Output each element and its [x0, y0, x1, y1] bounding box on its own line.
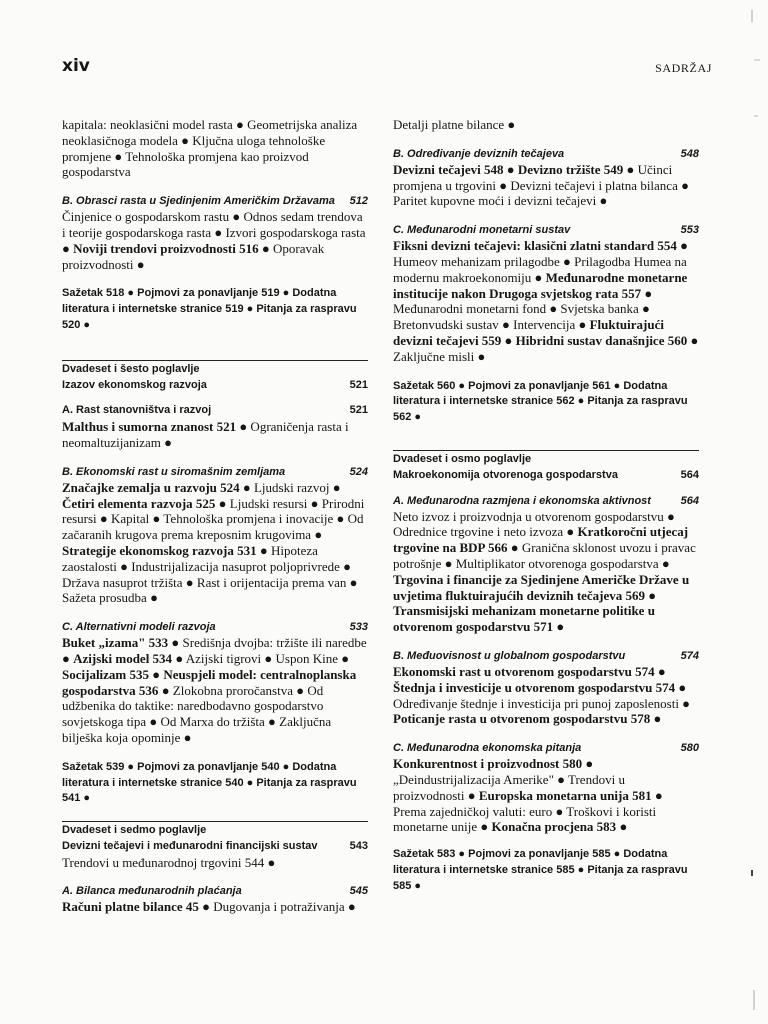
text-run: ● Humeov mehanizam prilagodbe ● Prilagodba Humea na modernu makroekonomiju ●	[393, 238, 688, 285]
text-run: ● Učinci promjena u trgovini ● Devizni tečajevi i platna bilanca ● Paritet kupovne moći i devizni tečajevi ●	[393, 161, 689, 209]
chapter-28-title: Makroekonomija otvorenoga gospodarstva	[393, 468, 618, 481]
text-run: ● Prema zajedničkoj valuti: euro ● Troškovi i koristi monetarne unije ●	[393, 787, 663, 835]
bold-run: Devizni tečajevi 548 ● Devizno tržište 549	[393, 161, 624, 177]
bold-run: Socijalizam 535 ● Neuspjeli model: centralnoplanska gospodarstva 536	[62, 666, 357, 698]
left-section-b-body	[62, 209, 368, 272]
left-section-c-page: 533	[349, 621, 368, 634]
chapter-26-title: Izazov ekonomskog razvoja	[62, 378, 207, 391]
left-section-b2-title: B. Ekonomski rast u siromašnim zemljama	[62, 465, 286, 478]
left-section-a-title: A. Rast stanovništva i razvoj	[62, 404, 212, 417]
left-section-c-body	[62, 635, 368, 746]
left-section-a2-title: A. Bilanca međunarodnih plaćanja	[62, 885, 242, 898]
chapter-27-heading	[62, 821, 368, 855]
right-section-c-title: C. Međunarodni monetarni sustav	[393, 224, 571, 237]
bold-run: Fluktuirajući devizni tečajevi 559 ● Hibridni sustav današnjice 560	[393, 317, 688, 348]
text-run: ● Ljudski resursi ● Prirodni resursi ● Kapital ● Tehnološka promjena i inovacije ● Od začaranih krugova prema kreposnim krugovima ●	[62, 495, 365, 543]
text-run: ● Dugovanja i potraživanja ●	[198, 899, 356, 915]
left-section-a-page: 521	[349, 404, 368, 417]
bold-run: Konačna procjena 583	[491, 819, 617, 835]
bold-run: Kratkoročni utjecaj trgovine na BDP 566	[393, 524, 689, 556]
right-section-a-body	[393, 509, 699, 635]
bold-run: Noviji trendovi proizvodnosti 516	[73, 240, 259, 256]
text-run: ● Središnja dvojba: tržište ili naredbe ●	[62, 635, 367, 666]
right-section-b-body	[393, 162, 699, 209]
text-run: ● Ograničenja rasta i neomaltuzijanizam ●	[62, 419, 349, 450]
chapter-27-page: 543	[349, 839, 368, 852]
left-section-a-heading	[62, 403, 368, 419]
right-section-a-title: A. Međunarodna razmjena i ekonomska aktivnost	[393, 494, 651, 507]
bold-run: Ekonomski rast u otvorenom gospodarstvu 574 ● Štednja i investicije u otvorenom gospodarstvu 574	[393, 663, 676, 695]
text-run: ● Zlokobna proročanstva ● Od udžbenika do taktike: naredbodavno gospodarstvo sovjetskoga tipa ● Od Marxa do tržišta ● Zaključna bilješka koja opominje ●	[62, 682, 332, 745]
chapter-27-label: Dvadeset i sedmo poglavlje	[62, 824, 207, 837]
bold-run: Konkurentnost i proizvodnost 580	[393, 756, 583, 772]
right-section-c2-title: C. Međunarodna ekonomska pitanja	[393, 742, 582, 755]
left-summary-2: Sažetak 539 ● Pojmovi za ponavljanje 540 ● Dodatna literatura i internetske stranice 540 ● Pitanja za raspravu 541 ●	[62, 760, 357, 805]
text-run: ● Međunarodni monetarni fond ● Svjetska banka ● Bretonvudski sustav ● Intervencija ●	[393, 285, 653, 333]
bold-run: Poticanje rasta u otvorenom gospodarstvu 578	[393, 711, 651, 727]
left-intro: kapitala: neoklasični model rasta ● Geometrijska analiza neoklasičnoga modela ● Ključna uloga tehnološke promjene ● Tehnološka promjena kao proizvod gospodarstva	[62, 117, 358, 180]
left-section-a2-page: 545	[349, 885, 368, 898]
right-section-b2-body	[393, 664, 699, 727]
left-section-a-body	[62, 419, 368, 451]
text-run: ● Oporavak proizvodnosti ●	[62, 240, 325, 272]
bold-run: Računi platne bilance 45	[62, 899, 199, 915]
text-run: ●	[650, 711, 662, 727]
scan-edge-marks	[742, 0, 762, 1024]
bold-run: Trgovina i financije za Sjedinjene Američke Države u uvjetima fluktuirajućih deviznih tečajeva 569 ● Transmisijski mehanizam monetarne politike u otvorenom gospodarstvu 571	[393, 571, 690, 635]
left-section-c-title: C. Alternativni modeli razvoja	[62, 621, 216, 634]
text-run: ● Azijski tigrovi ● Uspon Kine ●	[172, 650, 350, 666]
chapter-28-label: Dvadeset i osmo poglavlje	[393, 452, 532, 465]
right-section-b-page: 548	[680, 147, 699, 160]
left-section-c-heading	[62, 620, 368, 635]
bold-run: Europska monetarna unija 581	[478, 787, 652, 803]
bold-run: Azijski model 534	[73, 650, 173, 666]
right-section-a-heading	[393, 494, 699, 509]
text-run: ●	[616, 819, 628, 835]
left-summary-1: Sažetak 518 ● Pojmovi za ponavljanje 519 ● Dodatna literatura i internetske stranice 519 ● Pitanja za raspravu 520 ●	[62, 287, 357, 331]
text-run: ● Granična sklonost uvozu i pravac potrošnje ● Multiplikator otvorenoga gospodarstva ●	[393, 540, 696, 571]
chapter-28-heading	[393, 450, 699, 484]
right-section-c-body	[393, 238, 699, 364]
left-section-a2-body	[62, 899, 368, 915]
left-section-b-title: B. Obrasci rasta u Sjedinjenim Američkim Državama	[62, 195, 335, 208]
bold-run: Malthus i sumorna znanost 521	[62, 419, 237, 435]
text-run: ● „Deindustrijalizacija Amerike" ● Trendovi u proizvodnosti ●	[393, 756, 625, 803]
bold-run: Buket „izama" 533	[62, 635, 169, 651]
text-run: ● Ljudski razvoj ●	[239, 479, 341, 495]
right-section-c2-body	[393, 756, 699, 835]
right-section-b-heading	[393, 147, 699, 162]
right-section-c2-page: 580	[680, 742, 699, 755]
bold-run: Značajke zemalja u razvoju 524	[62, 479, 240, 495]
chapter-26-heading	[62, 360, 368, 394]
chapter-27-title: Devizni tečajevi i međunarodni financijski sustav	[62, 839, 318, 852]
right-section-b-title: B. Određivanje deviznih tečajeva	[393, 147, 565, 160]
chapter-28-page: 564	[680, 468, 699, 481]
right-column	[393, 117, 699, 894]
chapter-26-page: 521	[349, 378, 368, 391]
right-summary-1: Sažetak 560 ● Pojmovi za ponavljanje 561 ● Dodatna literatura i internetske stranice 562 ● Pitanja za raspravu 562 ●	[393, 379, 688, 424]
left-column	[62, 117, 368, 915]
right-section-b2-heading	[393, 649, 699, 664]
right-section-c-page: 553	[680, 224, 699, 237]
right-section-b2-title: B. Međuovisnost u globalnom gospodarstvu	[393, 649, 626, 662]
chapter-27-intro: Trendovi u međunarodnoj trgovini 544 ●	[62, 854, 276, 870]
bold-run: Međunarodne monetarne institucije nakon Drugoga svjetskog rata 557	[393, 269, 688, 301]
left-section-b2-page: 524	[349, 465, 368, 478]
left-section-b-heading	[62, 194, 368, 209]
left-section-b2-body	[62, 480, 368, 606]
page-number: xiv	[62, 56, 90, 76]
bold-run: Četiri elementa razvoja 525	[62, 495, 216, 511]
left-section-a2-heading	[62, 884, 368, 899]
bold-run: Strategije ekonomskog razvoja 531	[62, 542, 257, 558]
chapter-26-label: Dvadeset i šesto poglavlje	[62, 362, 200, 375]
text-run: ●	[553, 619, 565, 635]
right-summary-2: Sažetak 583 ● Pojmovi za ponavljanje 585 ● Dodatna literatura i internetske stranice 585 ● Pitanja za raspravu 585 ●	[393, 848, 688, 892]
right-section-c-heading	[393, 223, 699, 238]
running-header: SADRŽAJ	[655, 61, 712, 75]
right-section-b2-page: 574	[680, 649, 699, 662]
text-run: ● Zaključne misli ●	[393, 332, 699, 364]
text-run: ● Hipoteza zaostalosti ● Industrijalizacija nasuprot poljoprivrede ● Država nasuprot tržišta ● Rast i orijentacija prema van ● Sažeta prosudba ●	[62, 542, 358, 606]
text-run: ● Određivanje štednje i investicija pri punoj zaposlenosti ●	[393, 679, 691, 711]
right-intro: Detalji platne bilance ●	[393, 117, 516, 132]
left-section-b2-heading	[62, 465, 368, 480]
right-section-a-page: 564	[680, 494, 699, 507]
bold-run: Fiksni devizni tečajevi: klasični zlatni standard 554	[393, 238, 677, 254]
text-run: Neto izvoz i proizvodnja u otvorenom gospodarstvu ● Odrednice trgovine i neto izvoza ●	[393, 508, 675, 540]
right-section-c2-heading	[393, 741, 699, 756]
text-run: Činjenice o gospodarskom rastu ● Odnos sedam trendova i teorije gospodarskoga rasta ● Izvori gospodarskoga rasta ●	[62, 209, 366, 256]
left-section-b-page: 512	[349, 195, 368, 208]
